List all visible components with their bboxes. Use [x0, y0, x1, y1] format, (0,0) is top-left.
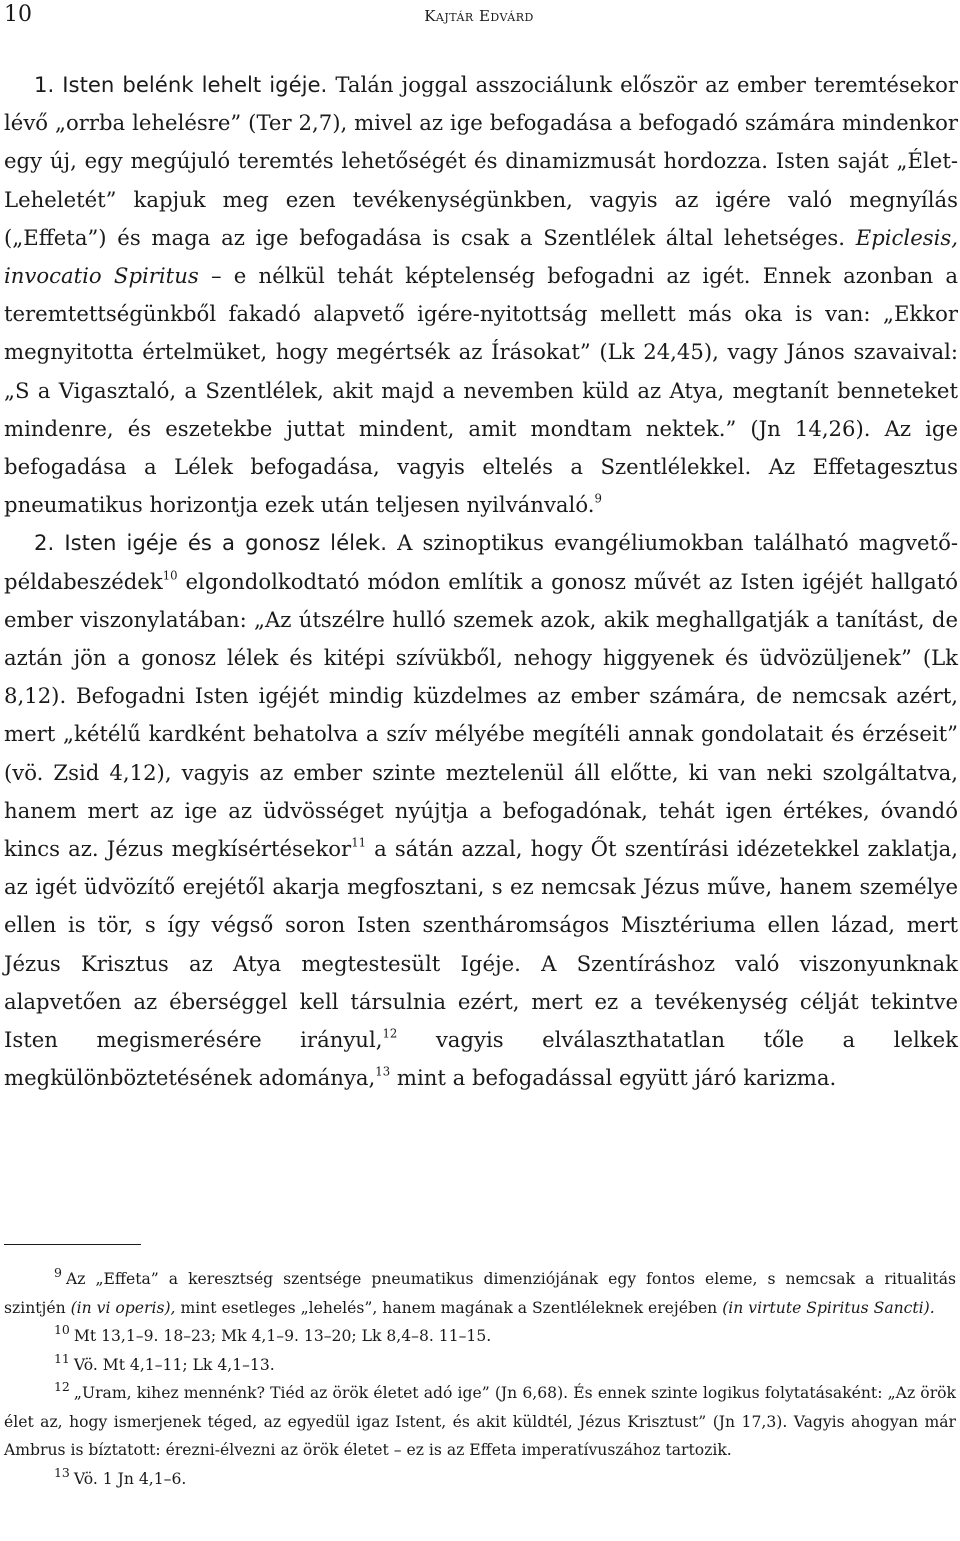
paragraph-2 — [4, 524, 958, 1097]
paragraph-2-text-e: mint a befogadással együtt járó karizma. — [390, 1065, 837, 1091]
footnote-9-number: 9 — [54, 1265, 62, 1281]
section-heading-1: 1. Isten belénk lehelt igéje. — [34, 72, 328, 97]
footnote-ref-12[interactable]: 12 — [382, 1026, 398, 1041]
running-head-author: Kajtár Edvárd — [424, 7, 534, 25]
footnote-12-number: 12 — [54, 1379, 70, 1395]
footnote-ref-11[interactable]: 11 — [351, 835, 367, 850]
footnote-9-italic-a: (in vi operis), — [70, 1298, 176, 1317]
footnote-9-italic-b: (in virtute Spiritus Sancti). — [722, 1298, 935, 1317]
footnotes — [4, 1265, 956, 1493]
section-heading-2: 2. Isten igéje és a gonosz lélek. — [34, 530, 388, 556]
footnote-13 — [4, 1465, 956, 1494]
paragraph-1-text-a: Talán joggal asszociálunk először az ember teremtésekor lévő „orrba lehelésre” (Ter 2,7), mivel az ige befogadása a befogadó számára mindenkor egy új, egy megújuló teremtés lehetőségét és dinamizmusát hordozza. Isten saját „Élet-Leheletét” kapjuk meg ezen tevékenységünkben, vagyis az igére való megnyílás („Effeta”) és maga az ige befogadása is csak a Szentlélek által lehetséges. — [4, 72, 958, 250]
footnote-10-text: Mt 13,1–9. 18–23; Mk 4,1–9. 13–20; Lk 8,4–8. 11–15. — [73, 1327, 492, 1345]
footnote-9 — [4, 1265, 956, 1322]
main-text — [4, 66, 958, 1097]
footnote-rule — [4, 1244, 141, 1245]
paragraph-2-text-c: a sátán azzal, hogy Őt szentírási idézetekkel zaklatja, az igét üdvözítő erejétől akarja megfosztani, s ez nemcsak Jézus műve, hanem személye ellen is tör, s így végső soron Isten szentháromságos Misztériuma ellen lázad, mert Jézus Krisztus az Atya megtestesült Igéje. A Szentíráshoz való viszonyunknak alapvetően az éberséggel kell társulnia ezért, mert ez a tevékenység célját tekintve Isten megismerésére irányul, — [4, 836, 958, 1053]
footnote-10 — [4, 1322, 956, 1351]
paragraph-2-text-a: A szinoptikus evangéliumokban található magvető-példabeszédek — [4, 530, 958, 594]
footnote-13-number: 13 — [54, 1464, 70, 1480]
footnote-ref-9[interactable]: 9 — [594, 491, 602, 506]
page-number: 10 — [4, 2, 32, 27]
footnote-11-number: 11 — [54, 1350, 70, 1366]
paragraph-1-text-b: – e nélkül tehát képtelenség befogadni az igét. Ennek azonban a teremtettségünkből fakadó alapvető igére-nyitottság mellett más oka is van: „Ekkor megnyitotta értelmüket, hogy megértsék az Írásokat” (Lk 24,45), vagy János szavaival: „S a Vigasztaló, a Szentlélek, akit majd a nevemben küld az Atya, megtanít benneteket mindenre, és eszetekbe juttat mindent, amit mondtam nektek.” (Jn 14,26). Az ige befogadása a Lélek befogadása, vagyis eltelés a Szentlélekkel. Az Effetagesztus pneumatikus horizontja ezek után teljesen nyilvánvaló. — [4, 263, 958, 518]
footnote-ref-10[interactable]: 10 — [162, 568, 178, 583]
paragraph-1 — [4, 66, 958, 524]
footnote-12 — [4, 1379, 956, 1465]
footnote-9-text-a: Az „Effeta” a keresztség szentsége pneumatikus dimenziójának egy fontos eleme, s nemcsak a ritualitás szintjén — [4, 1270, 956, 1317]
footnote-11 — [4, 1351, 956, 1380]
footnote-11-text: Vö. Mt 4,1–11; Lk 4,1–13. — [73, 1355, 275, 1374]
footnote-9-text-b: mint esetleges „lehelés”, hanem magának a Szentléleknek erejében — [175, 1298, 723, 1317]
paragraph-2-text-d: vagyis elválaszthatatlan tőle a lelkek megkülönböztetésének adománya, — [4, 1027, 958, 1091]
footnote-13-text: Vö. 1 Jn 4,1–6. — [73, 1469, 187, 1488]
footnote-10-number: 10 — [54, 1322, 70, 1338]
paragraph-2-text-b: elgondolkodtató módon említik a gonosz művét az Isten igéjét hallgató ember viszonylatában: „Az útszélre hulló szemek azok, akik meghallgatják a tanítást, de aztán jön a gonosz lélek és kitépi szívükből, nehogy higgyenek és üdvözüljenek” (Lk 8,12). Befogadni Isten igéjét mindig küzdelmes az ember számára, de nemcsak azért, mert „kétélű kardként behatolva a szív mélyébe megítéli annak gondolatait és érzéseit” (vö. Zsid 4,12), vagyis az ember szinte meztelenül áll előtte, ki van neki szolgáltatva, hanem mert az ige az üdvösséget nyújtja a befogadónak, tehát igen értékes, óvandó kincs az. Jézus megkísértésekor — [4, 568, 958, 862]
paragraph-1-italic: Epiclesis, invocatio Spiritus — [4, 224, 958, 289]
running-head — [4, 2, 954, 32]
footnote-12-text: „Uram, kihez mennénk? Tiéd az örök életet adó ige” (Jn 6,68). És ennek szinte logikus folytatásaként: „Az örök élet az, hogy ismerjenek téged, az egyedül igaz Istent, és akit küldtél, Jézus Krisztust” (Jn 17,3). Vagyis ahogyan már Ambrus is bíztatott: érezni-élvezni az örök életet – ez is az Effeta imperatívuszához tartozik. — [4, 1384, 956, 1459]
footnote-ref-13[interactable]: 13 — [375, 1064, 391, 1079]
